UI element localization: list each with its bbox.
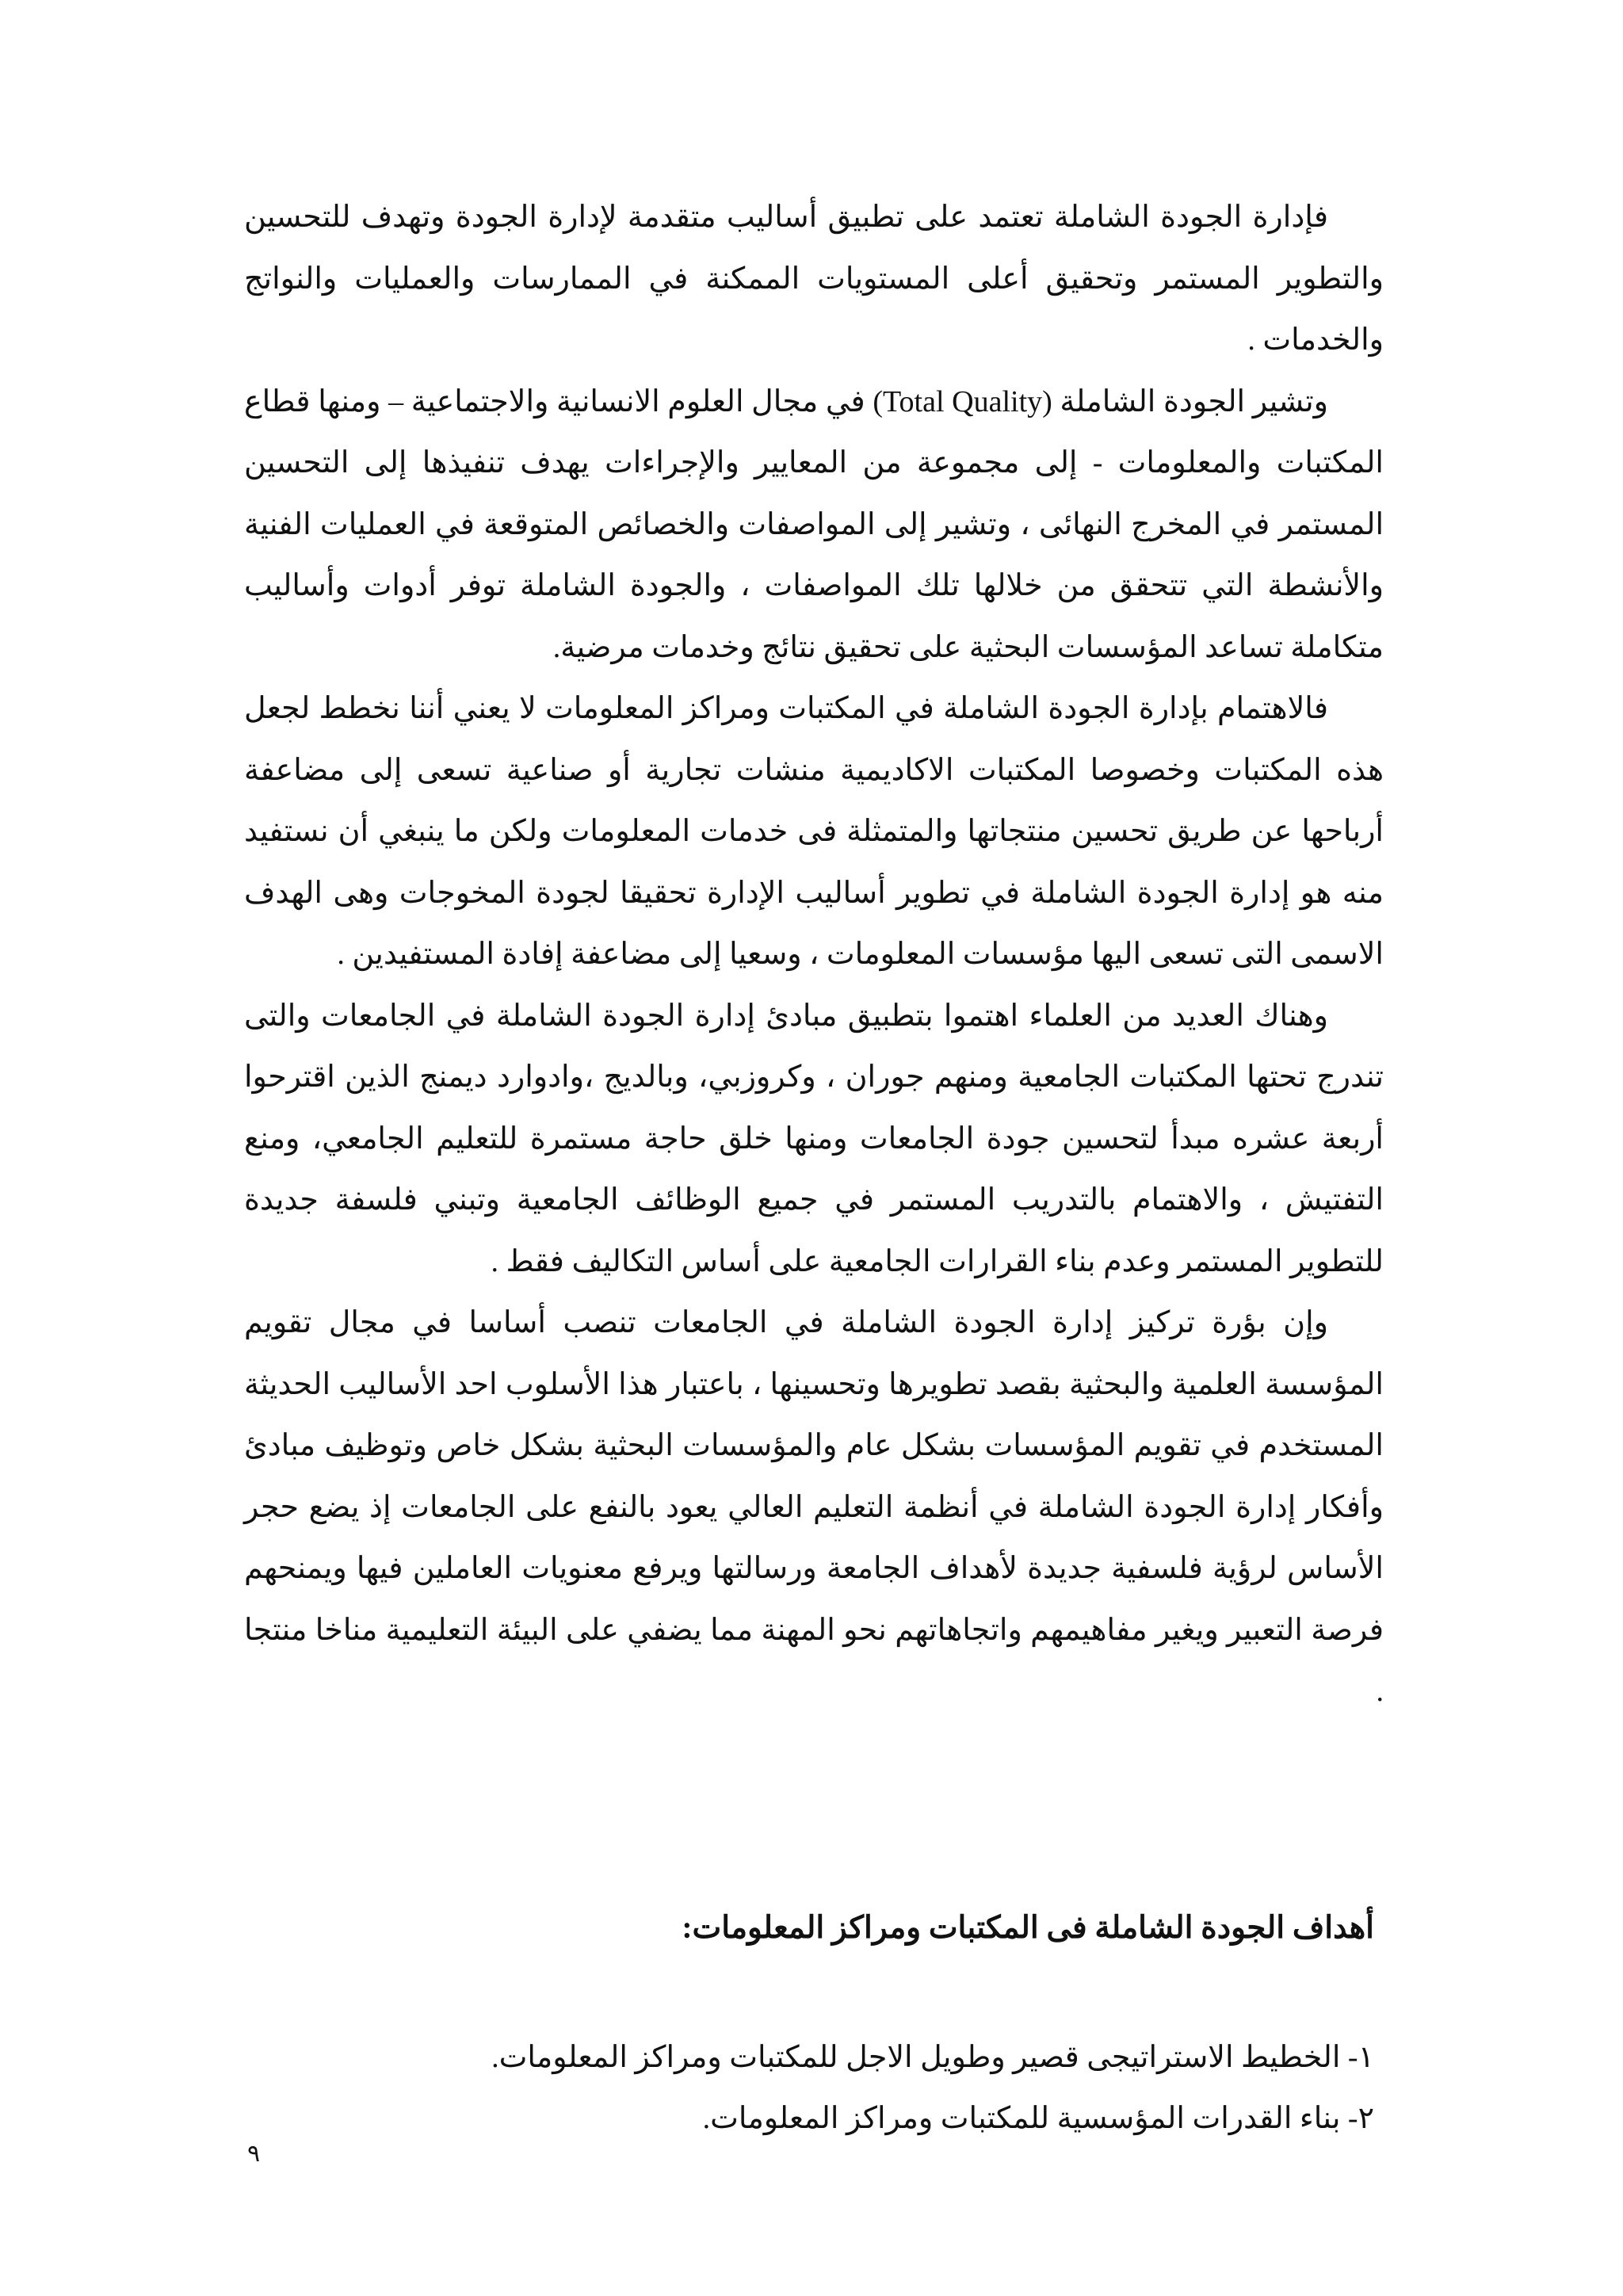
paragraph-5: وإن بؤرة تركيز إدارة الجودة الشاملة في الجامعات تنصب أساسا في مجال تقويم المؤسسة العلمية والبحثية بقصد تطويرها وتحسينها ، باعتبار هذا الأسلوب احد الأساليب الحديثة المستخدم في تقويم المؤسسات بشكل عام والمؤسسات البحثية بشكل خاص وتوظيف مبادئ وأفكار إدارة الجودة الشاملة في أنظمة التعليم العالي يعود بالنفع على الجامعات إذ يضع حجر الأساس لرؤية فلسفية جديدة لأهداف الجامعة ورسالتها ويرفع معنويات العاملين فيها ويمنحهم فرصة التعبير ويغير مفاهيمهم واتجاهاتهم نحو المهنة مما يضفي على البيئة التعليمية مناخا منتجا . — [244, 1306, 1384, 1708]
paragraph-2: وتشير الجودة الشاملة (Total Quality) في مجال العلوم الانسانية والاجتماعية – ومنها قطاع المكتبات والمعلومات - إلى مجموعة من المعايير والإجراءات يهدف تنفيذها إلى التحسين المستمر في المخرج النهائى ، وتشير إلى المواصفات والخصائص المتوقعة في العمليات الفنية والأنشطة التي تتحقق من خلالها تلك المواصفات ، والجودة الشاملة توفر أدوات وأساليب متكاملة تساعد المؤسسات البحثية على تحقيق نتائج وخدمات مرضية. — [244, 384, 1384, 664]
paragraph-4: وهناك العديد من العلماء اهتموا بتطبيق مبادئ إدارة الجودة الشاملة في الجامعات والتى تندرج تحتها المكتبات الجامعية ومنهم جوران ، وكروزبي، وبالديج ،وادوارد ديمنج الذين اقترحوا أربعة عشره مبدأ لتحسين جودة الجامعات ومنها خلق حاجة مستمرة للتعليم الجامعي، ومنع التفتيش ، والاهتمام بالتدريب المستمر في جميع الوظائف الجامعية وتبني فلسفة جديدة للتطوير المستمر وعدم بناء القرارات الجامعية على أساس التكاليف فقط . — [244, 999, 1384, 1278]
goal-item-1: ١- الخطيط الاستراتيجى قصير وطويل الاجل للمكتبات ومراكز المعلومات. — [491, 2041, 1374, 2074]
section-heading: أهداف الجودة الشاملة فى المكتبات ومراكز المعلومات: — [682, 1911, 1374, 1945]
paragraph-3: فالاهتمام بإدارة الجودة الشاملة في المكتبات ومراكز المعلومات لا يعني أننا نخطط لجعل هذه المكتبات وخصوصا المكتبات الاكاديمية منشات تجارية أو صناعية تسعى إلى مضاعفة أرباحها عن طريق تحسين منتجاتها والمتمثلة فى خدمات المعلومات ولكن ما ينبغي أن نستفيد منه هو إدارة الجودة الشاملة في تطوير أساليب الإدارة تحقيقا لجودة المخوجات وهى الهدف الاسمى التى تسعى اليها مؤسسات المعلومات ، وسعيا إلى مضاعفة إفادة المستفيدين . — [244, 692, 1384, 971]
goals-list — [244, 2027, 1384, 2149]
document-page — [244, 187, 1384, 2135]
goal-item-2: ٢- بناء القدرات المؤسسية للمكتبات ومراكز المعلومات. — [702, 2102, 1374, 2135]
paragraph-1: فإدارة الجودة الشاملة تعتمد على تطبيق أساليب متقدمة لإدارة الجودة وتهدف للتحسين والتطوير المستمر وتحقيق أعلى المستويات الممكنة في الممارسات والعمليات والنواتج والخدمات . — [244, 201, 1384, 357]
page-number: ٩ — [247, 2141, 261, 2167]
